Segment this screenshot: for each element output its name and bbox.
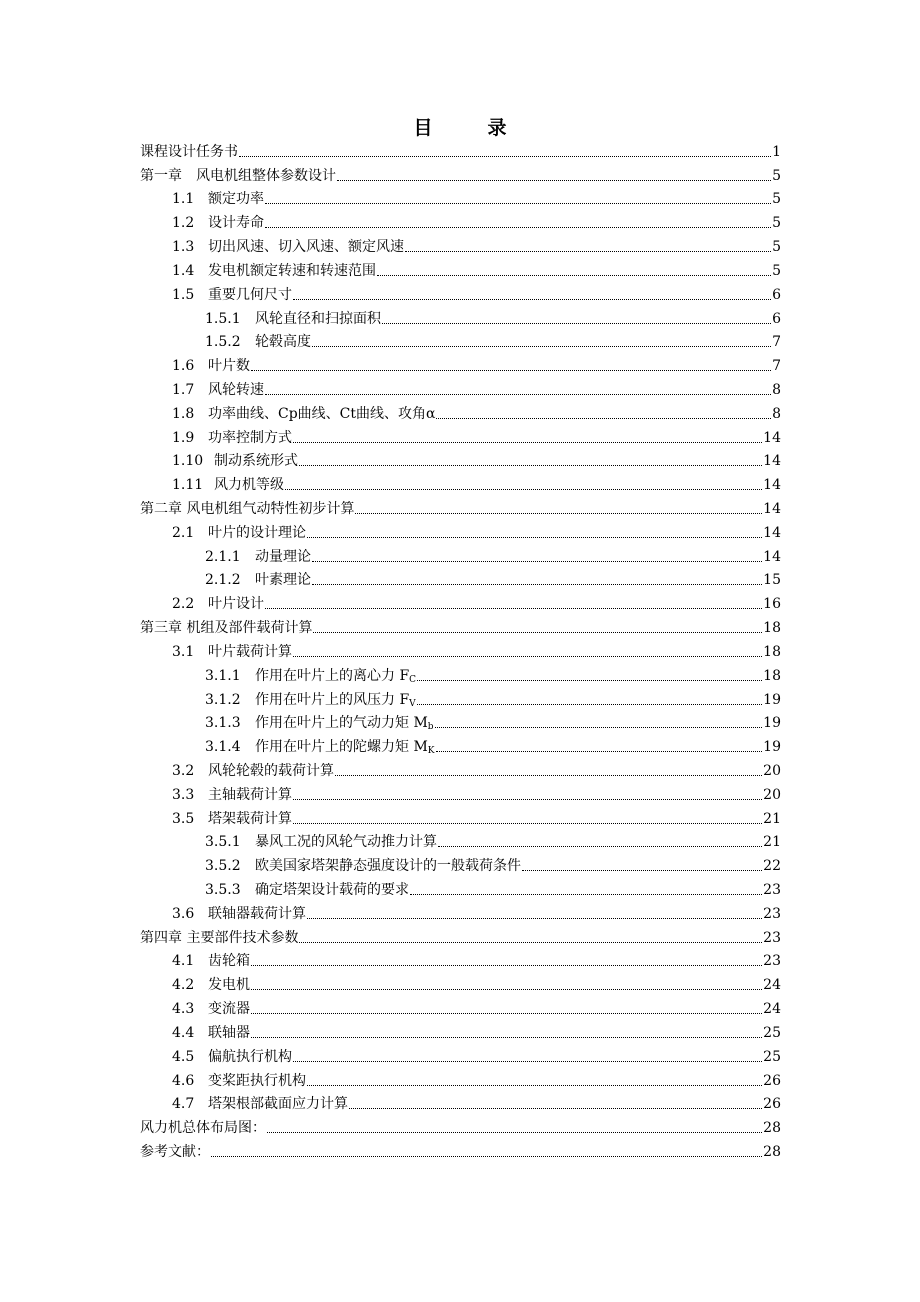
toc-entry-label	[208, 762, 334, 780]
toc-page-number: 6	[772, 286, 781, 303]
toc-entry[interactable]	[140, 185, 781, 209]
toc-entry-label-text: 第二章 风电机组气动特性初步计算	[140, 501, 355, 517]
toc-entry-label	[140, 167, 336, 185]
toc-entry-number: 4.4	[172, 1024, 195, 1041]
toc-entry-number: 1.3	[172, 239, 195, 256]
toc-entry[interactable]	[140, 1066, 781, 1090]
toc-entry-number: 4.7	[172, 1096, 195, 1113]
toc-page-number: 24	[763, 1001, 781, 1018]
toc-entry-label	[208, 786, 292, 804]
toc-entry[interactable]	[140, 613, 781, 637]
toc-dot-leader	[285, 489, 762, 490]
toc-entry-label-text: 变流器	[208, 1001, 250, 1018]
toc-page-number: 8	[772, 381, 781, 398]
toc-page-number: 28	[763, 1143, 781, 1160]
toc-entry[interactable]	[140, 1042, 781, 1066]
toc-dot-leader	[435, 727, 763, 728]
toc-entry-number: 4.1	[172, 953, 195, 970]
toc-page-number: 19	[763, 715, 781, 732]
toc-entry-label-text: 第一章 风电机组整体参数设计	[140, 167, 336, 184]
toc-entry[interactable]	[140, 947, 781, 971]
toc-page-number: 23	[763, 929, 781, 946]
toc-entry-label	[255, 738, 435, 756]
toc-dot-leader	[251, 965, 762, 966]
toc-entry-number: 1.2	[172, 215, 195, 232]
toc-entry-number: 1.7	[172, 381, 195, 398]
toc-entry-label-text: 发电机	[208, 977, 250, 994]
toc-entry[interactable]	[140, 923, 781, 947]
toc-entry[interactable]	[140, 1137, 781, 1161]
toc-entry-label-text: 叶片载荷计算	[208, 643, 292, 660]
toc-entry-label-text: 作用在叶片上的气动力矩 M	[255, 715, 428, 732]
toc-dot-leader	[251, 989, 762, 990]
toc-entry-label-text: 塔架根部截面应力计算	[208, 1096, 348, 1113]
toc-entry-label-text: 叶片数	[208, 358, 250, 375]
toc-page-number: 8	[772, 405, 781, 422]
toc-entry-number: 2.1.2	[205, 572, 241, 589]
toc-entry[interactable]	[140, 375, 781, 399]
toc-entry-label-text: 第三章 机组及部件载荷计算	[140, 620, 313, 637]
toc-entry-label-text: 功率曲线、Cp曲线、Ct曲线、攻角α	[208, 405, 436, 422]
toc-dot-leader	[436, 751, 763, 752]
toc-entry-label-text: 风力机总体布局图：	[140, 1120, 266, 1137]
toc-page-number: 1	[772, 143, 781, 160]
toc-dot-leader	[417, 704, 763, 705]
toc-entry[interactable]	[140, 1113, 781, 1137]
toc-dot-leader	[293, 656, 762, 657]
toc-entry-label-text: 动量理论	[255, 548, 311, 565]
toc-entry-label	[208, 810, 292, 828]
toc-page-number: 14	[763, 548, 781, 565]
toc-dot-leader	[293, 442, 762, 443]
toc-entry[interactable]	[140, 637, 781, 661]
toc-entry-number: 4.5	[172, 1048, 195, 1065]
toc-dot-leader	[438, 846, 762, 847]
toc-entry-label-text: 主轴载荷计算	[208, 786, 292, 803]
toc-page-number: 14	[763, 453, 781, 470]
toc-dot-leader	[267, 1132, 762, 1133]
toc-entry[interactable]	[140, 589, 781, 613]
toc-entry-label	[208, 1095, 348, 1113]
toc-entry-label-text: 变桨距执行机构	[208, 1072, 306, 1089]
toc-entry-label	[140, 929, 298, 947]
toc-page-number: 26	[763, 1096, 781, 1113]
toc-entry-number: 2.1.1	[205, 548, 241, 565]
toc-entry-label	[208, 286, 292, 304]
toc-entry[interactable]	[140, 470, 781, 494]
toc-entry[interactable]	[140, 304, 781, 328]
toc-entry[interactable]	[140, 423, 781, 447]
toc-entry-label-text: 切出风速、切入风速、额定风速	[208, 239, 404, 256]
toc-page-number: 21	[763, 810, 781, 827]
toc-entry[interactable]	[140, 518, 781, 542]
toc-dot-leader	[239, 156, 771, 157]
toc-page-number: 14	[763, 477, 781, 494]
toc-entry-label-text: 叶片的设计理论	[208, 524, 306, 541]
toc-entry[interactable]	[140, 161, 781, 185]
toc-entry[interactable]	[140, 994, 781, 1018]
toc-entry-number: 4.3	[172, 1001, 195, 1018]
toc-entry-number: 3.1.4	[205, 739, 241, 756]
toc-page-number: 23	[763, 882, 781, 898]
toc-entry-label-text: 作用在叶片上的离心力 F	[255, 667, 410, 684]
toc-page-number: 5	[772, 262, 781, 279]
toc-entry[interactable]	[140, 256, 781, 280]
toc-entry-label	[214, 476, 284, 494]
toc-page-number: 5	[772, 191, 781, 208]
toc-dot-leader	[211, 1156, 762, 1157]
toc-page-number: 21	[763, 834, 781, 851]
toc-dot-leader	[410, 894, 762, 895]
toc-dot-leader	[313, 632, 762, 633]
toc-entry-number: 2.1	[172, 524, 195, 541]
toc-entry[interactable]	[140, 685, 781, 709]
toc-entry-label	[208, 357, 250, 375]
toc-entry-label-text: 叶素理论	[255, 572, 311, 589]
toc-page-number: 7	[772, 334, 781, 351]
toc-entry-number: 3.5.2	[205, 858, 241, 875]
toc-entry-label	[255, 548, 311, 566]
toc-page-number: 18	[763, 620, 781, 637]
toc-entry-subscript: b	[427, 722, 434, 733]
toc-entry[interactable]	[140, 280, 781, 304]
toc-page-number: 23	[763, 953, 781, 970]
toc-dot-leader	[293, 299, 771, 300]
toc-entry-label	[208, 905, 306, 923]
toc-entry-label-text: 风轮轮毂的载荷计算	[208, 762, 334, 779]
toc-entry-label	[140, 500, 354, 518]
toc-entry-label-text: 参考文献：	[140, 1143, 210, 1160]
toc-dot-leader	[312, 346, 771, 347]
toc-entry-number: 3.5.3	[205, 882, 241, 898]
toc-entry-label	[208, 238, 404, 256]
toc-entry-label	[140, 1119, 266, 1137]
toc-page-number: 5	[772, 215, 781, 232]
toc-entry-label	[208, 524, 306, 542]
toc-entry-label	[208, 405, 435, 423]
toc-entry-number: 3.5	[172, 810, 195, 827]
toc-page-number: 23	[763, 905, 781, 922]
toc-entry-label-text: 设计寿命	[208, 215, 264, 232]
toc-entry-label	[255, 691, 416, 709]
toc-entry[interactable]	[140, 1018, 781, 1042]
toc-entry-label	[208, 214, 264, 232]
toc-dot-leader	[377, 275, 771, 276]
toc-entry-label	[208, 952, 250, 970]
toc-entry-label-text: 联轴器	[208, 1024, 250, 1041]
toc-entry[interactable]	[140, 566, 781, 590]
toc-page-number: 19	[763, 691, 781, 708]
toc-entry-number: 1.6	[172, 358, 195, 375]
toc-entry-label	[255, 881, 409, 899]
toc-dot-leader	[312, 561, 762, 562]
toc-entry-subscript: K	[427, 746, 435, 757]
toc-dot-leader	[299, 942, 762, 943]
toc-entry-number: 1.11	[172, 477, 204, 494]
toc-entry[interactable]	[140, 232, 781, 256]
toc-entry-subscript: V	[409, 698, 416, 709]
toc-entry-label-text: 第四章 主要部件技术参数	[140, 929, 299, 946]
toc-entry-number: 3.3	[172, 786, 195, 803]
toc-entry-label	[208, 190, 264, 208]
toc-entry[interactable]	[140, 875, 781, 899]
toc-dot-leader	[265, 227, 771, 228]
toc-entry-label	[208, 1000, 250, 1018]
toc-entry-number: 3.6	[172, 905, 195, 922]
toc-dot-leader	[335, 775, 762, 776]
toc-entry[interactable]	[140, 709, 781, 733]
toc-entry-label-text: 欧美国家塔架静态强度设计的一般载荷条件	[255, 858, 521, 875]
toc-page-number: 26	[763, 1072, 781, 1089]
toc-entry-label	[255, 310, 381, 328]
toc-entry-label-text: 发电机额定转速和转速范围	[208, 262, 376, 279]
toc-page-number: 20	[763, 786, 781, 803]
toc-entry[interactable]	[140, 494, 781, 518]
toc-dot-leader	[337, 180, 771, 181]
toc-entry-label	[255, 333, 311, 351]
toc-entry-label-text: 作用在叶片上的风压力 F	[255, 691, 410, 708]
toc-entry-label-text: 功率控制方式	[208, 429, 292, 446]
toc-dot-leader	[312, 584, 762, 585]
toc-entry-label	[208, 262, 376, 280]
toc-entry[interactable]	[140, 851, 781, 875]
toc-entry-label	[208, 1024, 250, 1042]
toc-page-number: 18	[763, 643, 781, 660]
toc-page-number: 25	[763, 1024, 781, 1041]
table-of-contents	[140, 137, 781, 1161]
toc-entry-label	[208, 595, 264, 613]
toc-entry-number: 1.5.1	[205, 310, 241, 327]
toc-entry-label	[208, 381, 264, 399]
toc-dot-leader	[307, 537, 762, 538]
toc-entry[interactable]	[140, 328, 781, 352]
toc-dot-leader	[349, 1108, 762, 1109]
toc-dot-leader	[299, 465, 762, 466]
toc-entry-label-text: 联轴器载荷计算	[208, 905, 306, 922]
toc-entry-label	[208, 976, 250, 994]
toc-entry-label-text: 塔架载荷计算	[208, 810, 292, 827]
toc-dot-leader	[307, 918, 762, 919]
toc-entry[interactable]	[140, 780, 781, 804]
toc-entry-label	[140, 143, 238, 161]
toc-entry[interactable]	[140, 447, 781, 471]
toc-entry-number: 4.6	[172, 1072, 195, 1089]
toc-entry-label-text: 作用在叶片上的陀螺力矩 M	[255, 739, 428, 756]
toc-entry-label	[255, 667, 416, 685]
toc-entry[interactable]	[140, 899, 781, 923]
toc-page-number: 18	[763, 667, 781, 684]
toc-entry[interactable]	[140, 804, 781, 828]
toc-entry-label	[140, 619, 312, 637]
toc-entry-number: 3.1.3	[205, 715, 241, 732]
toc-dot-leader	[382, 323, 771, 324]
toc-page-number: 20	[763, 762, 781, 779]
toc-dot-leader	[293, 799, 762, 800]
toc-entry[interactable]	[140, 351, 781, 375]
toc-entry-label-text: 叶片设计	[208, 596, 264, 613]
toc-entry-number: 1.4	[172, 262, 195, 279]
toc-page-number: 25	[763, 1048, 781, 1065]
toc-dot-leader	[265, 394, 771, 395]
toc-entry-label-text: 制动系统形式	[214, 453, 298, 470]
toc-page-number: 15	[763, 572, 781, 589]
toc-entry-label-text: 课程设计任务书	[140, 143, 238, 160]
toc-entry-label	[140, 1143, 210, 1161]
toc-entry-number: 1.5.2	[205, 334, 241, 351]
toc-entry-label	[255, 714, 434, 732]
toc-entry-label	[208, 1048, 292, 1066]
toc-entry-label-text: 确定塔架设计载荷的要求	[255, 882, 409, 898]
toc-entry-label-text: 额定功率	[208, 191, 264, 208]
toc-entry-label-text: 风轮转速	[208, 381, 264, 398]
toc-dot-leader	[265, 203, 771, 204]
toc-entry-label-text: 暴风工况的风轮气动推力计算	[255, 834, 437, 851]
toc-entry-label-text: 轮毂高度	[255, 334, 311, 351]
toc-entry-label	[214, 452, 298, 470]
toc-entry[interactable]	[140, 137, 781, 161]
toc-page-number: 28	[763, 1120, 781, 1137]
toc-dot-leader	[355, 513, 762, 514]
toc-entry-number: 3.1	[172, 643, 195, 660]
toc-entry-label-text: 重要几何尺寸	[208, 286, 292, 303]
toc-entry-number: 3.2	[172, 762, 195, 779]
toc-entry[interactable]	[140, 828, 781, 852]
toc-dot-leader	[522, 870, 762, 871]
toc-dot-leader	[436, 418, 771, 419]
toc-page-number: 6	[772, 310, 781, 327]
toc-entry[interactable]	[140, 970, 781, 994]
toc-page-number: 16	[763, 596, 781, 613]
toc-entry-label-text: 风轮直径和扫掠面积	[255, 310, 381, 327]
toc-entry-label-text: 风力机等级	[214, 477, 284, 494]
toc-entry-number: 2.2	[172, 596, 195, 613]
toc-entry-label-text: 齿轮箱	[208, 953, 250, 970]
toc-entry-number: 1.1	[172, 191, 195, 208]
toc-entry-label	[255, 833, 437, 851]
toc-page-number: 24	[763, 977, 781, 994]
toc-entry-number: 1.8	[172, 405, 195, 422]
toc-page-number: 5	[772, 239, 781, 256]
toc-entry-label	[208, 643, 292, 661]
toc-entry[interactable]	[140, 756, 781, 780]
toc-dot-leader	[251, 1013, 762, 1014]
toc-dot-leader	[307, 1085, 762, 1086]
toc-title: 目 录	[413, 117, 525, 139]
toc-entry[interactable]	[140, 661, 781, 685]
toc-page-number: 22	[763, 858, 781, 875]
toc-dot-leader	[417, 680, 762, 681]
toc-entry-number: 1.9	[172, 429, 195, 446]
toc-page-number: 14	[763, 524, 781, 541]
toc-entry-label	[255, 571, 311, 589]
toc-page-number: 19	[763, 739, 781, 756]
toc-entry[interactable]	[140, 732, 781, 756]
toc-entry[interactable]	[140, 399, 781, 423]
toc-entry-label	[255, 857, 521, 875]
toc-entry-number: 1.10	[172, 453, 204, 470]
toc-entry-number: 3.1.2	[205, 691, 241, 708]
toc-dot-leader	[251, 1037, 762, 1038]
toc-dot-leader	[265, 608, 762, 609]
toc-entry-number: 3.5.1	[205, 834, 241, 851]
toc-entry[interactable]	[140, 1090, 781, 1114]
toc-dot-leader	[293, 1061, 762, 1062]
toc-entry-label-text: 偏航执行机构	[208, 1048, 292, 1065]
toc-page-number: 5	[772, 167, 781, 184]
toc-entry[interactable]	[140, 542, 781, 566]
toc-entry[interactable]	[140, 208, 781, 232]
toc-page-number: 14	[763, 429, 781, 446]
toc-dot-leader	[293, 823, 762, 824]
toc-dot-leader	[405, 251, 771, 252]
toc-entry-label	[208, 1072, 306, 1090]
toc-dot-leader	[251, 370, 771, 371]
toc-page-number: 7	[772, 358, 781, 375]
toc-entry-number: 1.5	[172, 286, 195, 303]
toc-entry-label	[208, 429, 292, 447]
toc-entry-subscript: C	[409, 674, 417, 685]
toc-page-number: 14	[763, 501, 781, 517]
toc-entry-number: 4.2	[172, 977, 195, 994]
toc-entry-number: 3.1.1	[205, 667, 241, 684]
